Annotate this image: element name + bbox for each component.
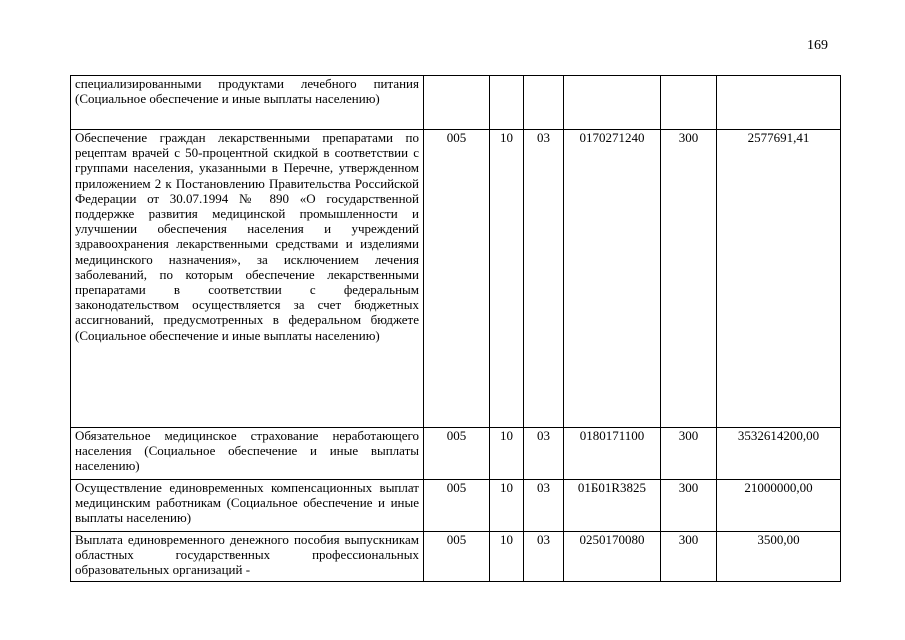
- amount-value: 3532614200,00: [717, 428, 841, 480]
- row-description: Выплата единовременного денежного пособия выпускникам областных государственных профессиональных образовательных организаций -: [71, 532, 424, 582]
- ministry-code: 005: [424, 428, 490, 480]
- expense-type-code: [661, 76, 717, 130]
- row-description: специализированными продуктами лечебного питания (Социальное обеспечение и иные выплаты населению): [71, 76, 424, 130]
- budget-table: [70, 75, 841, 582]
- amount-value: [717, 76, 841, 130]
- section-code: 10: [490, 532, 524, 582]
- expense-type-code: 300: [661, 480, 717, 532]
- table-row: [71, 76, 841, 130]
- subsection-code: 03: [524, 480, 564, 532]
- row-description: Обязательное медицинское страхование неработающего населения (Социальное обеспечение и иные выплаты населению): [71, 428, 424, 480]
- table-row: [71, 480, 841, 532]
- row-description: Осуществление единовременных компенсационных выплат медицинским работникам (Социальное обеспечение и иные выплаты населению): [71, 480, 424, 532]
- ministry-code: 005: [424, 480, 490, 532]
- table-row: [71, 428, 841, 480]
- amount-value: 3500,00: [717, 532, 841, 582]
- amount-value: 21000000,00: [717, 480, 841, 532]
- ministry-code: 005: [424, 130, 490, 428]
- target-article-code: 0170271240: [564, 130, 661, 428]
- row-description: Обеспечение граждан лекарственными препаратами по рецептам врачей с 50-процентной скидкой в соответствии с группами населения, указанными в Перечне, утвержденном приложением 2 к Постановлению Правительства Российской Федерации от 30.07.1994 № 890 «О государственной поддержке развития медицинской промышленности и улучшении обеспечения населения и учреждений здравоохранения лекарственными средствами и изделиями медицинского назначения», за исключением лечения заболеваний, по которым обеспечение лекарственными препаратами в соответствии с федеральным законодательством осуществляется за счет бюджетных ассигнований, предусмотренных в федеральном бюджете (Социальное обеспечение и иные выплаты населению): [71, 130, 424, 428]
- subsection-code: [524, 76, 564, 130]
- expense-type-code: 300: [661, 428, 717, 480]
- target-article-code: 01Б01R3825: [564, 480, 661, 532]
- ministry-code: 005: [424, 532, 490, 582]
- section-code: [490, 76, 524, 130]
- ministry-code: [424, 76, 490, 130]
- subsection-code: 03: [524, 532, 564, 582]
- subsection-code: 03: [524, 428, 564, 480]
- amount-value: 2577691,41: [717, 130, 841, 428]
- target-article-code: 0250170080: [564, 532, 661, 582]
- table-row: [71, 532, 841, 582]
- subsection-code: 03: [524, 130, 564, 428]
- section-code: 10: [490, 130, 524, 428]
- target-article-code: 0180171100: [564, 428, 661, 480]
- expense-type-code: 300: [661, 532, 717, 582]
- target-article-code: [564, 76, 661, 130]
- expense-type-code: 300: [661, 130, 717, 428]
- section-code: 10: [490, 480, 524, 532]
- table-row: [71, 130, 841, 428]
- page-number: 169: [807, 38, 828, 53]
- section-code: 10: [490, 428, 524, 480]
